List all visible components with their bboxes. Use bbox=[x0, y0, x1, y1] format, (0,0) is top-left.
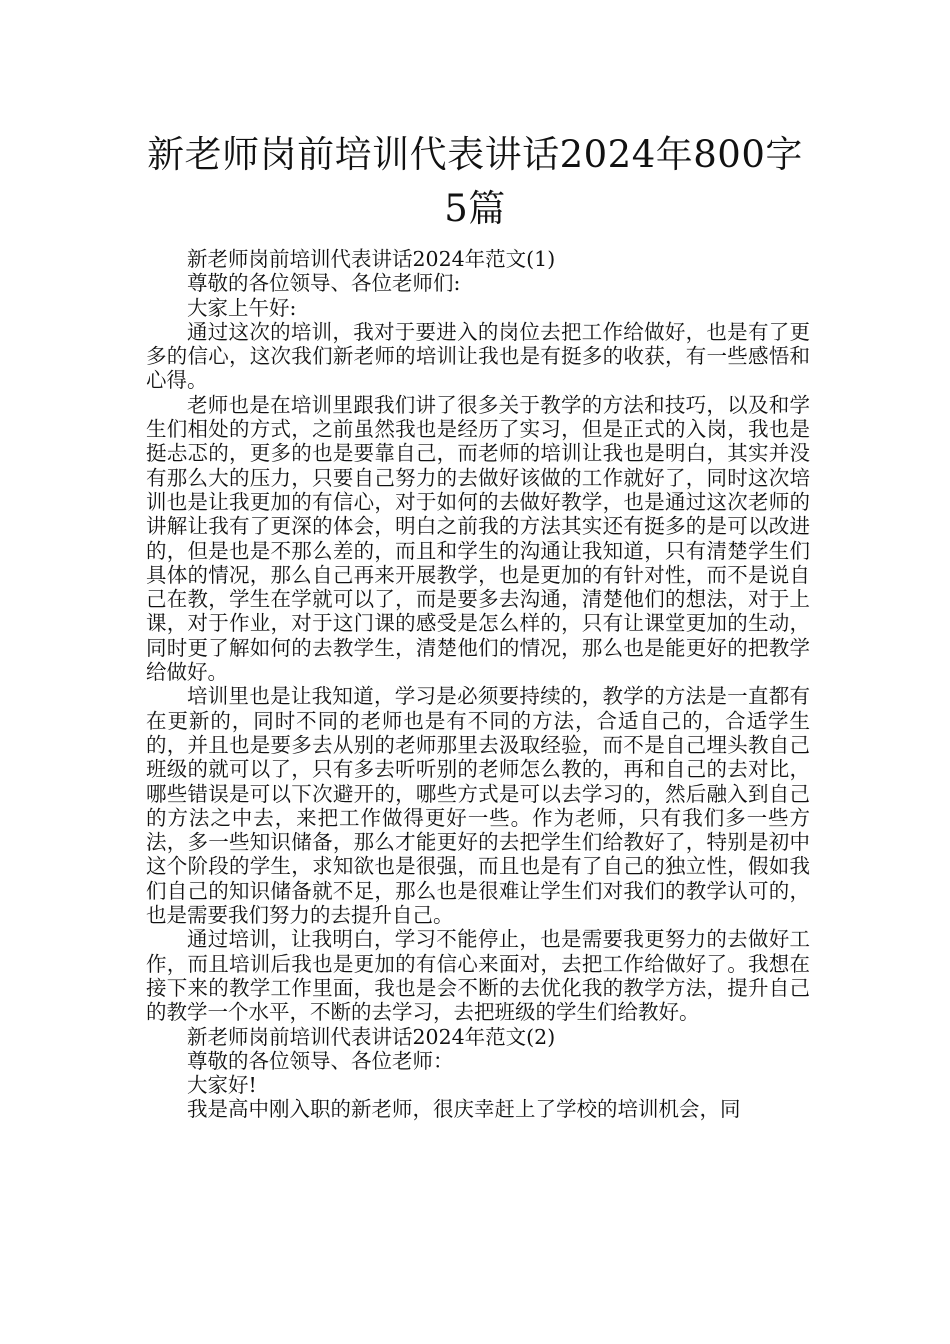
section-heading-1: 新老师岗前培训代表讲话2024年范文(1) bbox=[187, 247, 556, 271]
document-body bbox=[146, 247, 810, 1122]
document-title: 新老师岗前培训代表讲话2024年800字5篇 bbox=[147, 133, 803, 230]
body-paragraph: 培训里也是让我知道，学习是必须要持续的，教学的方法是一直都有在更新的，同时不同的老师也是有不同的方法，合适自己的，合适学生的，并且也是要多去从别的老师那里去汲取经验，而不是自己埋头教自己班级的就可以了，只有多去听听别的老师怎么教的，再和自己的去对比，哪些错误是可以下次避开的，哪些方式是可以去学习的，然后融入到自己的方法之中去，来把工作做得更好一些。作为老师，只有我们多一些方法，多一些知识储备，那么才能更好的去把学生们给教好了，特别是初中这个阶段的学生，求知欲也是很强，而且也是有了自己的独立性，假如我们自己的知识储备就不足，那么也是很难让学生们对我们的教学认可的，也是需要我们努力的去提升自己。 bbox=[146, 684, 810, 928]
body-paragraph: 通过培训，让我明白，学习不能停止，也是需要我更努力的去做好工作，而且培训后我也是更加的有信心来面对，去把工作给做好了。我想在接下来的教学工作里面，我也是会不断的去优化我的教学方法，提升自己的教学一个水平，不断的去学习，去把班级的学生们给教好。 bbox=[146, 927, 810, 1025]
salutation-line: 尊敬的各位领导、各位老师们: bbox=[187, 271, 461, 296]
body-paragraph: 通过这次的培训，我对于要进入的岗位去把工作给做好，也是有了更多的信心，这次我们新老师的培训让我也是有挺多的收获，有一些感悟和心得。 bbox=[146, 319, 810, 393]
salutation-line: 尊敬的各位领导、各位老师： bbox=[187, 1048, 454, 1073]
section-heading-2: 新老师岗前培训代表讲话2024年范文(2) bbox=[187, 1024, 556, 1049]
body-paragraph: 老师也是在培训里跟我们讲了很多关于教学的方法和技巧，以及和学生们相处的方式，之前虽然我也是经历了实习，但是正式的入岗，我也是挺忐忑的，更多的也是要靠自己，而老师的培训让我也是明白，其实并没有那么大的压力，只要自己努力的去做好该做的工作就好了，同时这次培训也是让我更加的有信心，对于如何的去做好教学，也是通过这次老师的讲解让我有了更深的体会，明白之前我的方法其实还有挺多的是可以改进的，但是也是不那么差的，而且和学生的沟通让我知道，只有清楚学生们具体的情况，那么自己再来开展教学，也是更加的有针对性，而不是说自己在教，学生在学就可以了，而是要多去沟通，清楚他们的想法，对于上课，对于作业，对于这门课的感受是怎么样的，只有让课堂更加的生动，同时更了解如何的去教学生，清楚他们的情况，那么也是能更好的把教学给做好。 bbox=[146, 392, 810, 685]
greeting-line: 大家好! bbox=[187, 1073, 257, 1098]
greeting-line: 大家上午好: bbox=[187, 295, 297, 320]
body-paragraph: 我是高中刚入职的新老师，很庆幸赶上了学校的培训机会，同 bbox=[187, 1097, 741, 1122]
